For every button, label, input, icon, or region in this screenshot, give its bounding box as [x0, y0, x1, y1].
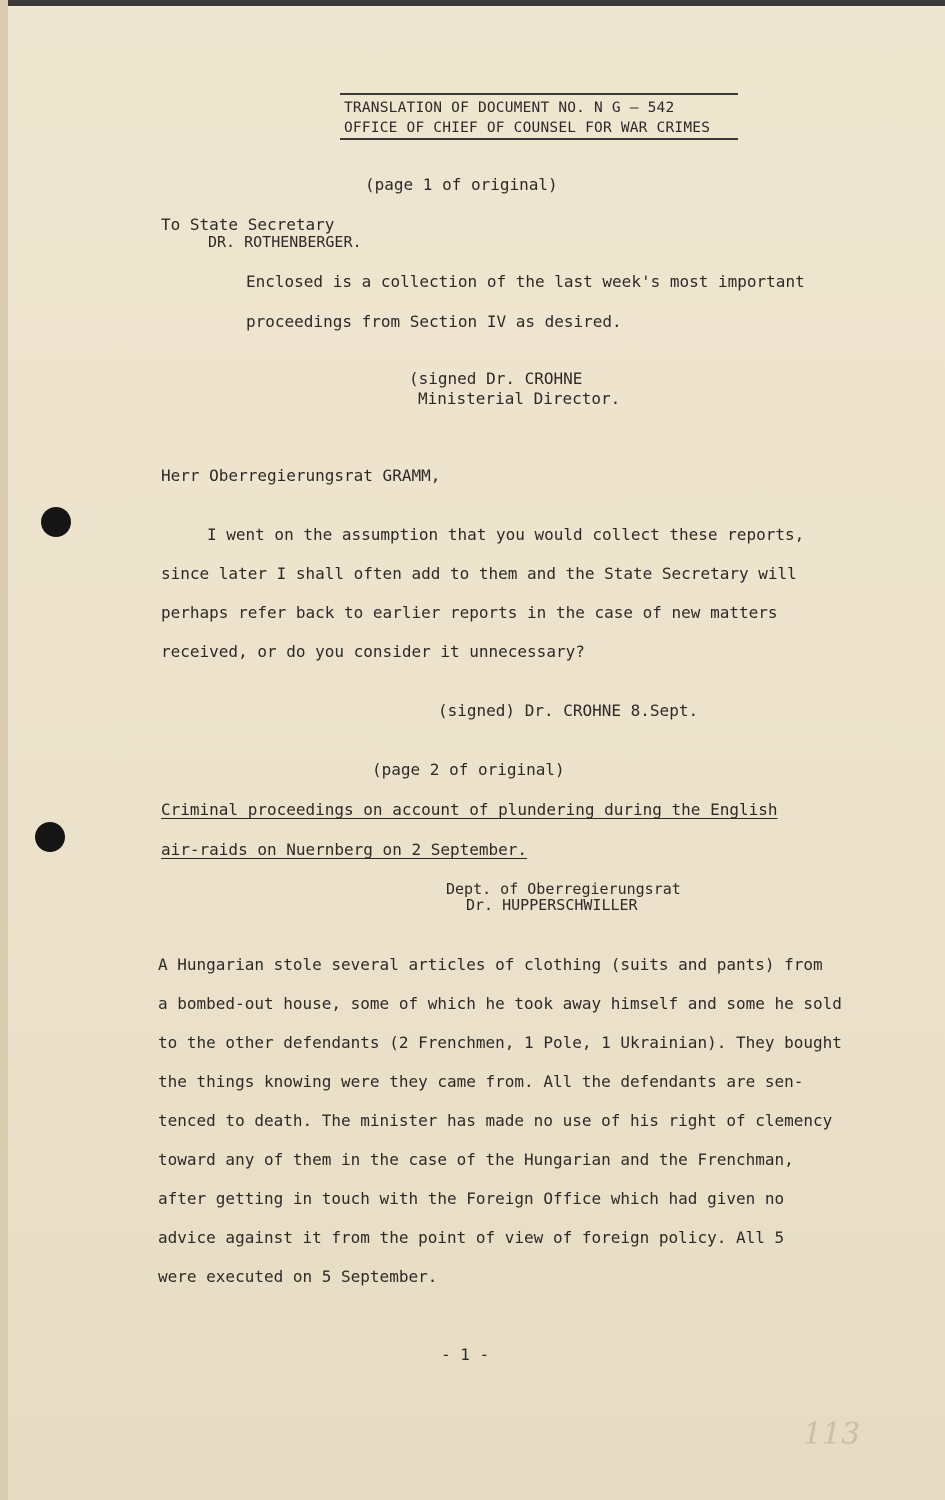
- signature-1-line-2: Ministerial Director.: [418, 389, 621, 408]
- paragraph-3-line-7: after getting in touch with the Foreign Office which had given no: [158, 1189, 785, 1208]
- punch-hole-top: [41, 507, 71, 537]
- handwritten-page-number: 113: [803, 1417, 861, 1452]
- paragraph-1-line-2: proceedings from Section IV as desired.: [246, 312, 622, 331]
- paragraph-3-line-9: were executed on 5 September.: [158, 1267, 438, 1286]
- paragraph-1-line-1: Enclosed is a collection of the last week's most important: [246, 272, 805, 291]
- header-line-1: TRANSLATION OF DOCUMENT NO. N G – 542: [344, 100, 675, 116]
- left-edge-shadow: [0, 0, 8, 1500]
- paragraph-3-line-5: tenced to death. The minister has made no use of his right of clemency: [158, 1111, 833, 1130]
- punch-hole-bottom: [35, 822, 65, 852]
- section-heading-line-1: Criminal proceedings on account of plundering during the English: [161, 800, 778, 819]
- section-heading-line-2: air-raids on Nuernberg on 2 September.: [161, 840, 528, 859]
- paragraph-3-line-1: A Hungarian stole several articles of clothing (suits and pants) from: [158, 955, 823, 974]
- paragraph-3-line-2: a bombed-out house, some of which he took away himself and some he sold: [158, 994, 842, 1013]
- page-number: - 1 -: [441, 1345, 490, 1364]
- paragraph-3-line-8: advice against it from the point of view of foreign policy. All 5: [158, 1228, 785, 1247]
- address-line-1: To State Secretary: [161, 215, 335, 234]
- paragraph-2-line-3: perhaps refer back to earlier reports in the case of new matters: [161, 603, 778, 622]
- salutation: Herr Oberregierungsrat GRAMM,: [161, 466, 441, 485]
- signature-1-line-1: (signed Dr. CROHNE: [409, 369, 583, 388]
- header-top-rule: [340, 93, 738, 95]
- page-2-marker: (page 2 of original): [372, 760, 565, 779]
- paragraph-2-line-2: since later I shall often add to them and the State Secretary will: [161, 564, 797, 583]
- department-line-2: Dr. HUPPERSCHWILLER: [466, 896, 638, 914]
- signature-2: (signed) Dr. CROHNE 8.Sept.: [438, 701, 699, 720]
- address-line-2: DR. ROTHENBERGER.: [208, 233, 362, 251]
- paragraph-3-line-4: the things knowing were they came from. All the defendants are sen-: [158, 1072, 804, 1091]
- paragraph-2-line-1: I went on the assumption that you would collect these reports,: [207, 525, 805, 544]
- header-bottom-rule: [340, 138, 738, 140]
- paragraph-3-line-3: to the other defendants (2 Frenchmen, 1 Pole, 1 Ukrainian). They bought: [158, 1033, 842, 1052]
- header-line-2: OFFICE OF CHIEF OF COUNSEL FOR WAR CRIMES: [344, 120, 711, 136]
- top-edge-shadow: [0, 0, 945, 6]
- page-1-marker: (page 1 of original): [365, 175, 558, 194]
- paragraph-2-line-4: received, or do you consider it unnecessary?: [161, 642, 585, 661]
- paragraph-3-line-6: toward any of them in the case of the Hungarian and the Frenchman,: [158, 1150, 794, 1169]
- department-line-1: Dept. of Oberregierungsrat: [446, 880, 681, 898]
